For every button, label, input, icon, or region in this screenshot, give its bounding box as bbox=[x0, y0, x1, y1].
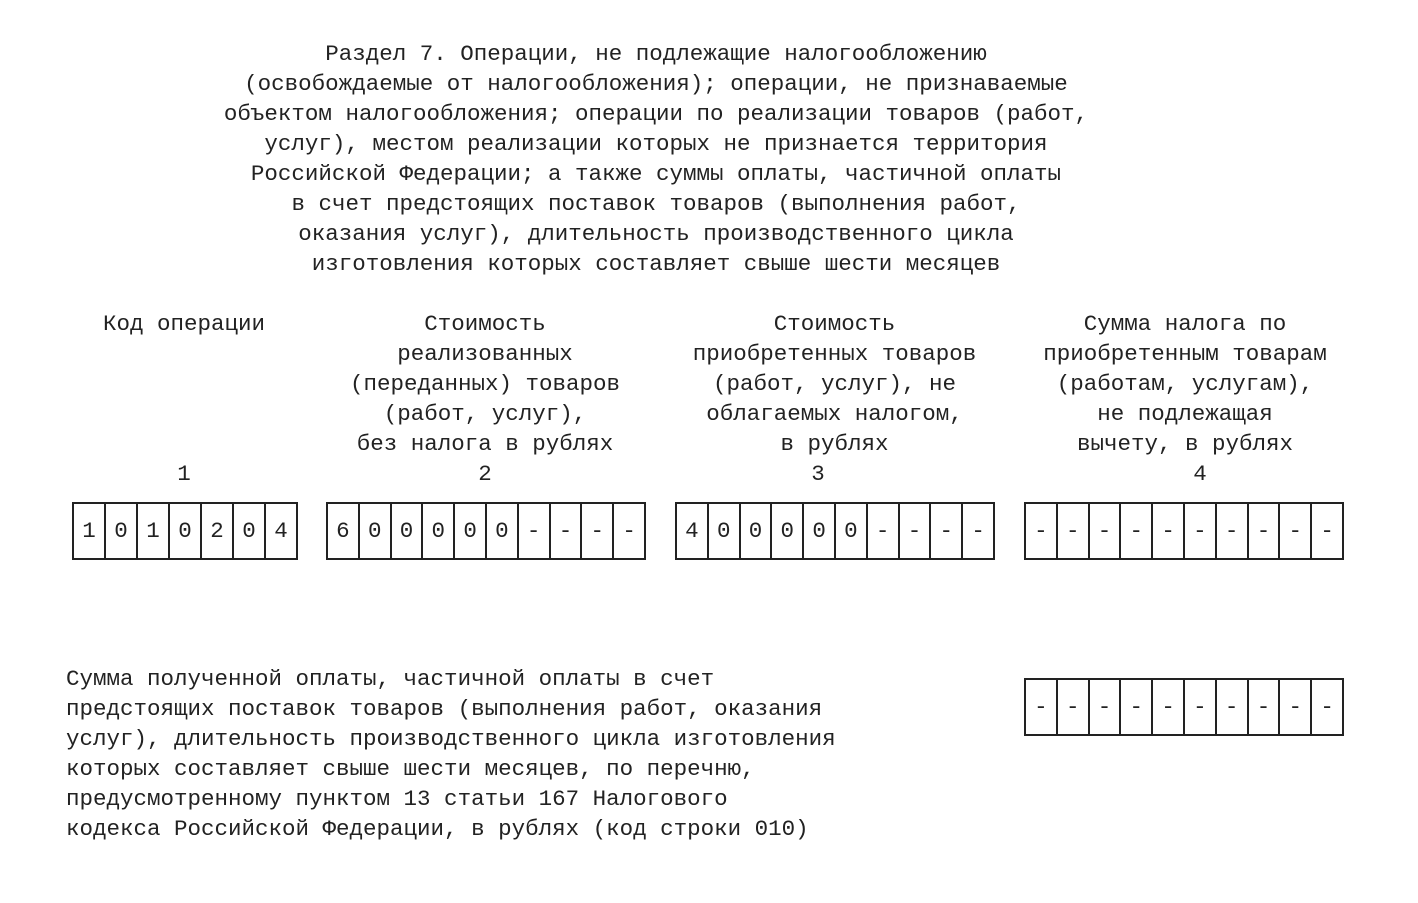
digit-cell: - bbox=[1058, 680, 1090, 734]
digit-cell: 0 bbox=[106, 504, 138, 558]
section-title-line: оказания услуг), длительность производственного цикла bbox=[298, 221, 1014, 247]
digit-cell: 0 bbox=[836, 504, 868, 558]
line-010-label-line: которых составляет свыше шести месяцев, по перечню, bbox=[66, 756, 755, 782]
line-010-label-line: кодекса Российской Федерации, в рублях (код строки 010) bbox=[66, 816, 809, 842]
digit-cell: - bbox=[1185, 504, 1217, 558]
digit-cell: - bbox=[868, 504, 900, 558]
section-title-line: объектом налогообложения; операции по реализации товаров (работ, bbox=[223, 101, 1089, 127]
column-header-line: реализованных bbox=[397, 341, 573, 367]
column-header-line: (работам, услугам), bbox=[1056, 371, 1314, 397]
column-header-line: не подлежащая bbox=[1097, 401, 1273, 427]
column-header-line: вычету, в рублях bbox=[1076, 431, 1294, 457]
digit-cell: 0 bbox=[392, 504, 424, 558]
column-header-line: Стоимость bbox=[424, 311, 546, 337]
line-010-label-line: предусмотренному пунктом 13 статьи 167 Налогового bbox=[66, 786, 728, 812]
digit-cell: 4 bbox=[677, 504, 709, 558]
digit-cell: 0 bbox=[170, 504, 202, 558]
section-title-line: в счет предстоящих поставок товаров (выполнения работ, bbox=[291, 191, 1021, 217]
column-header-line: без налога в рублях bbox=[356, 431, 614, 457]
section-title-line: Российской Федерации; а также суммы оплаты, частичной оплаты bbox=[250, 161, 1062, 187]
column-header-operation-code bbox=[66, 309, 302, 339]
section-title-line: услуг), местом реализации которых не признается территория bbox=[264, 131, 1048, 157]
digit-cell: 0 bbox=[804, 504, 836, 558]
column-header-line: Сумма налога по bbox=[1083, 311, 1287, 337]
line-010-amount-field[interactable] bbox=[1024, 678, 1344, 736]
section-title-line: изготовления которых составляет свыше шести месяцев bbox=[311, 251, 1001, 277]
digit-cell: 0 bbox=[423, 504, 455, 558]
sold-cost-field[interactable] bbox=[326, 502, 646, 560]
column-header-sold-cost bbox=[310, 309, 660, 459]
column-header-purchased-cost bbox=[662, 309, 1007, 459]
digit-cell: 0 bbox=[741, 504, 773, 558]
digit-cell: - bbox=[931, 504, 963, 558]
digit-cell: - bbox=[1026, 680, 1058, 734]
section-title-line: Раздел 7. Операции, не подлежащие налогообложению bbox=[325, 41, 987, 67]
digit-cell: - bbox=[1249, 504, 1281, 558]
digit-cell: - bbox=[1185, 680, 1217, 734]
digit-cell: - bbox=[582, 504, 614, 558]
purchased-cost-field[interactable] bbox=[675, 502, 995, 560]
column-number: 3 bbox=[811, 461, 825, 487]
digit-cell: - bbox=[1026, 504, 1058, 558]
digit-cell: - bbox=[622, 517, 636, 544]
digit-cell: 0 bbox=[487, 504, 519, 558]
digit-cell: - bbox=[1058, 504, 1090, 558]
digit-cell: - bbox=[1153, 680, 1185, 734]
digit-cell: - bbox=[1153, 504, 1185, 558]
digit-cell: 0 bbox=[455, 504, 487, 558]
digit-cell: 0 bbox=[234, 504, 266, 558]
column-header-tax-not-deductible bbox=[1015, 309, 1355, 459]
digit-cell: 0 bbox=[772, 504, 804, 558]
operation-code-field[interactable] bbox=[72, 502, 298, 560]
digit-cell: - bbox=[1090, 680, 1122, 734]
digit-cell: - bbox=[1320, 693, 1334, 720]
digit-cell: - bbox=[1217, 504, 1249, 558]
digit-cell: - bbox=[1280, 504, 1312, 558]
column-header-line: приобретенным товарам bbox=[1043, 341, 1327, 367]
digit-cell: - bbox=[1320, 517, 1334, 544]
column-header-line: приобретенных товаров bbox=[692, 341, 977, 367]
digit-cell: - bbox=[551, 504, 583, 558]
digit-cell: 1 bbox=[74, 504, 106, 558]
digit-cell: 6 bbox=[328, 504, 360, 558]
tax-not-deductible-field[interactable] bbox=[1024, 502, 1344, 560]
column-number: 2 bbox=[478, 461, 492, 487]
line-010-label-line: Сумма полученной оплаты, частичной оплаты в счет bbox=[66, 666, 715, 692]
digit-cell: 2 bbox=[202, 504, 234, 558]
digit-cell: 1 bbox=[138, 504, 170, 558]
digit-cell: - bbox=[1280, 680, 1312, 734]
line-010-label-line: предстоящих поставок товаров (выполнения работ, оказания bbox=[66, 696, 823, 722]
column-header-line: (работ, услуг), не bbox=[712, 371, 957, 397]
digit-cell: 0 bbox=[709, 504, 741, 558]
digit-cell: - bbox=[1121, 680, 1153, 734]
section-title-line: (освобождаемые от налогообложения); операции, не признаваемые bbox=[244, 71, 1068, 97]
column-header-line: в рублях bbox=[780, 431, 889, 457]
digit-cell: - bbox=[1090, 504, 1122, 558]
column-header-line: облагаемых налогом, bbox=[706, 401, 963, 427]
column-number: 4 bbox=[1193, 461, 1207, 487]
column-header-line: (переданных) товаров bbox=[349, 371, 621, 397]
column-header-line: (работ, услуг), bbox=[383, 401, 587, 427]
digit-cell: - bbox=[900, 504, 932, 558]
digit-cell: 4 bbox=[274, 517, 288, 544]
digit-cell: - bbox=[971, 517, 985, 544]
column-header-line: Код операции bbox=[102, 311, 266, 337]
column-header-line: Стоимость bbox=[773, 311, 896, 337]
digit-cell: - bbox=[1217, 680, 1249, 734]
digit-cell: - bbox=[519, 504, 551, 558]
digit-cell: - bbox=[1121, 504, 1153, 558]
digit-cell: - bbox=[1249, 680, 1281, 734]
column-number: 1 bbox=[177, 461, 191, 487]
digit-cell: 0 bbox=[360, 504, 392, 558]
line-010-label-line: услуг), длительность производственного цикла изготовления bbox=[66, 726, 836, 752]
